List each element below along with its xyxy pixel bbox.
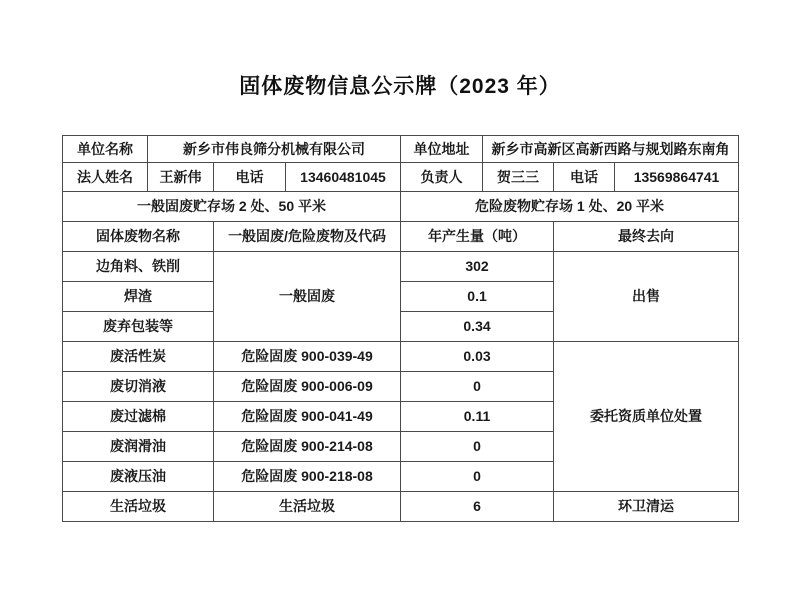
waste-name-cell: 焊渣 [63, 282, 214, 312]
waste-name-cell: 废弃包装等 [63, 312, 214, 342]
waste-destination-cell: 环卫清运 [554, 492, 739, 522]
waste-type-cell: 危险固废 900-218-08 [214, 462, 401, 492]
waste-amount-cell: 0 [401, 462, 554, 492]
unit-address-value: 新乡市高新区高新西路与规划路东南角 [483, 136, 739, 163]
waste-name-cell: 生活垃圾 [63, 492, 214, 522]
waste-destination-cell: 出售 [554, 252, 739, 342]
table-header-row [63, 222, 739, 252]
waste-name-cell: 废过滤棉 [63, 402, 214, 432]
legal-phone-value: 13460481045 [286, 163, 401, 192]
waste-type-cell: 危险固废 900-041-49 [214, 402, 401, 432]
manager-phone-label: 电话 [554, 163, 615, 192]
waste-type-cell: 生活垃圾 [214, 492, 401, 522]
waste-name-cell: 边角料、铁削 [63, 252, 214, 282]
header-destination: 最终去向 [554, 222, 739, 252]
waste-name-cell: 废切消液 [63, 372, 214, 402]
table-row [63, 342, 739, 372]
waste-type-cell: 危险固废 900-214-08 [214, 432, 401, 462]
header-annual-amount: 年产生量（吨） [401, 222, 554, 252]
unit-name-label: 单位名称 [63, 136, 148, 163]
waste-destination-cell: 委托资质单位处置 [554, 342, 739, 492]
waste-type-cell: 一般固废 [214, 252, 401, 342]
header-waste-code: 一般固废/危险废物及代码 [214, 222, 401, 252]
table-row [63, 252, 739, 282]
waste-name-cell: 废润滑油 [63, 432, 214, 462]
waste-amount-cell: 6 [401, 492, 554, 522]
waste-amount-cell: 0 [401, 432, 554, 462]
waste-amount-cell: 302 [401, 252, 554, 282]
hazard-storage-info: 危险废物贮存场 1 处、20 平米 [401, 192, 739, 222]
waste-type-cell: 危险固废 900-039-49 [214, 342, 401, 372]
waste-amount-cell: 0 [401, 372, 554, 402]
legal-phone-label: 电话 [214, 163, 286, 192]
manager-label: 负责人 [401, 163, 483, 192]
general-storage-info: 一般固废贮存场 2 处、50 平米 [63, 192, 401, 222]
waste-type-cell: 危险固废 900-006-09 [214, 372, 401, 402]
waste-name-cell: 废活性炭 [63, 342, 214, 372]
unit-address-label: 单位地址 [401, 136, 483, 163]
table-row-contacts [63, 163, 739, 192]
waste-info-table [62, 135, 739, 522]
legal-person-value: 王新伟 [148, 163, 214, 192]
waste-name-cell: 废液压油 [63, 462, 214, 492]
legal-person-label: 法人姓名 [63, 163, 148, 192]
waste-amount-cell: 0.1 [401, 282, 554, 312]
manager-value: 贺三三 [483, 163, 554, 192]
waste-amount-cell: 0.34 [401, 312, 554, 342]
header-waste-name: 固体废物名称 [63, 222, 214, 252]
manager-phone-value: 13569864741 [615, 163, 739, 192]
table-row-storage [63, 192, 739, 222]
waste-amount-cell: 0.03 [401, 342, 554, 372]
page-title: 固体废物信息公示牌（2023 年） [239, 75, 561, 98]
table-row-unit [63, 136, 739, 163]
table-row [63, 492, 739, 522]
unit-name-value: 新乡市伟良筛分机械有限公司 [148, 136, 401, 163]
waste-amount-cell: 0.11 [401, 402, 554, 432]
